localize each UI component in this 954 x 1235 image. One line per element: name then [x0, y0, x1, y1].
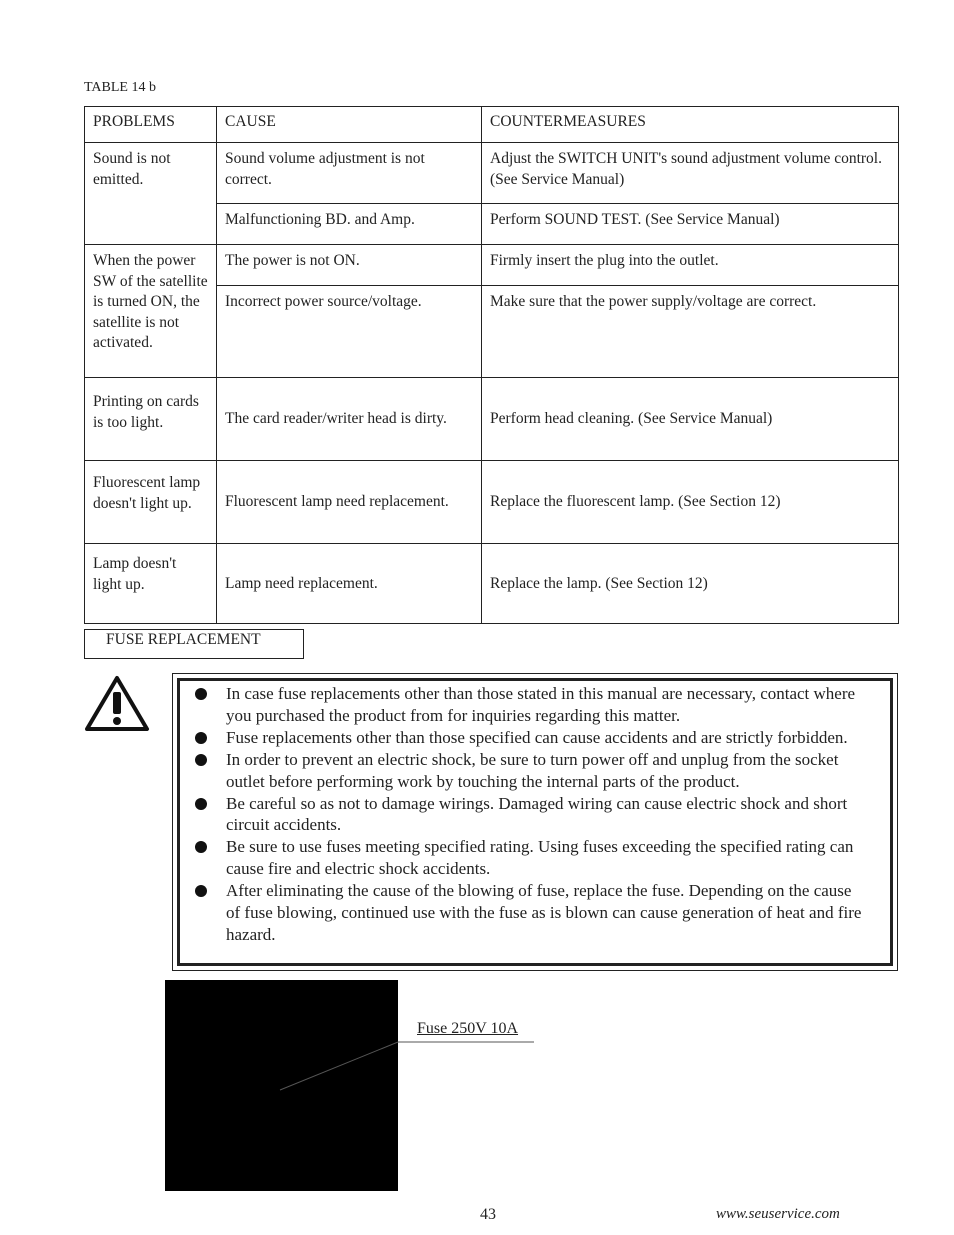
warning-item: Fuse replacements other than those specified can cause accidents and are strictly forbidden. [226, 727, 866, 749]
cause-cell: Sound volume adjustment is not correct. [217, 143, 482, 204]
countermeasure-cell: Perform head cleaning. (See Service Manual) [482, 378, 899, 461]
fuse-replacement-title: FUSE REPLACEMENT [84, 629, 304, 659]
problem-cell: When the power SW of the satellite is turned ON, the satellite is not activated. [85, 245, 217, 378]
bullet-icon [195, 732, 207, 744]
countermeasure-cell: Replace the lamp. (See Section 12) [482, 544, 899, 624]
cause-cell: The power is not ON. [217, 245, 482, 286]
cause-cell: The card reader/writer head is dirty. [217, 378, 482, 461]
warning-item: Be sure to use fuses meeting specified rating. Using fuses exceeding the specified rating can cause fire and electric shock accidents. [226, 836, 866, 880]
warning-box [172, 673, 898, 971]
table-row [85, 378, 899, 461]
troubleshooting-table [84, 106, 899, 624]
table-row [85, 143, 899, 204]
table-row [85, 461, 899, 544]
table-row [85, 245, 899, 286]
warning-triangle-icon [84, 674, 150, 737]
warning-item: In case fuse replacements other than those stated in this manual are necessary, contact where you purchased the product from for inquiries regarding this matter. [226, 683, 866, 727]
fuse-photo [165, 980, 398, 1191]
problem-cell: Lamp doesn't light up. [85, 544, 217, 624]
countermeasure-cell: Make sure that the power supply/voltage are correct. [482, 286, 899, 378]
problem-cell: Fluorescent lamp doesn't light up. [85, 461, 217, 544]
header-cause: CAUSE [217, 107, 482, 143]
warning-item: In order to prevent an electric shock, be sure to turn power off and unplug from the socket outlet before performing work by touching the internal parts of the product. [226, 749, 866, 793]
table-header-row [85, 107, 899, 143]
website-url: www.seuservice.com [716, 1206, 840, 1222]
countermeasure-cell: Adjust the SWITCH UNIT's sound adjustment volume control. (See Service Manual) [482, 143, 899, 204]
cause-cell: Incorrect power source/voltage. [217, 286, 482, 378]
page-number: 43 [480, 1206, 496, 1223]
problem-cell: Printing on cards is too light. [85, 378, 217, 461]
bullet-icon [195, 688, 207, 700]
cause-cell: Fluorescent lamp need replacement. [217, 461, 482, 544]
bullet-icon [195, 754, 207, 766]
warning-item: After eliminating the cause of the blowing of fuse, replace the fuse. Depending on the cause of fuse blowing, continued use with the fuse as is blown can cause generation of heat and fire hazard. [226, 880, 866, 946]
table-row [85, 544, 899, 624]
table-label: TABLE 14 b [84, 80, 156, 95]
warning-list [226, 683, 866, 946]
warning-item: Be careful so as not to damage wirings. Damaged wiring can cause electric shock and short circuit accidents. [226, 793, 866, 837]
cause-cell: Malfunctioning BD. and Amp. [217, 204, 482, 245]
cause-cell: Lamp need replacement. [217, 544, 482, 624]
countermeasure-cell: Firmly insert the plug into the outlet. [482, 245, 899, 286]
countermeasure-cell: Replace the fluorescent lamp. (See Section 12) [482, 461, 899, 544]
bullet-icon [195, 798, 207, 810]
header-countermeasures: COUNTERMEASURES [482, 107, 899, 143]
problem-cell: Sound is not emitted. [85, 143, 217, 245]
header-problems: PROBLEMS [85, 107, 217, 143]
fuse-label: Fuse 250V 10A [417, 1020, 519, 1037]
countermeasure-cell: Perform SOUND TEST. (See Service Manual) [482, 204, 899, 245]
